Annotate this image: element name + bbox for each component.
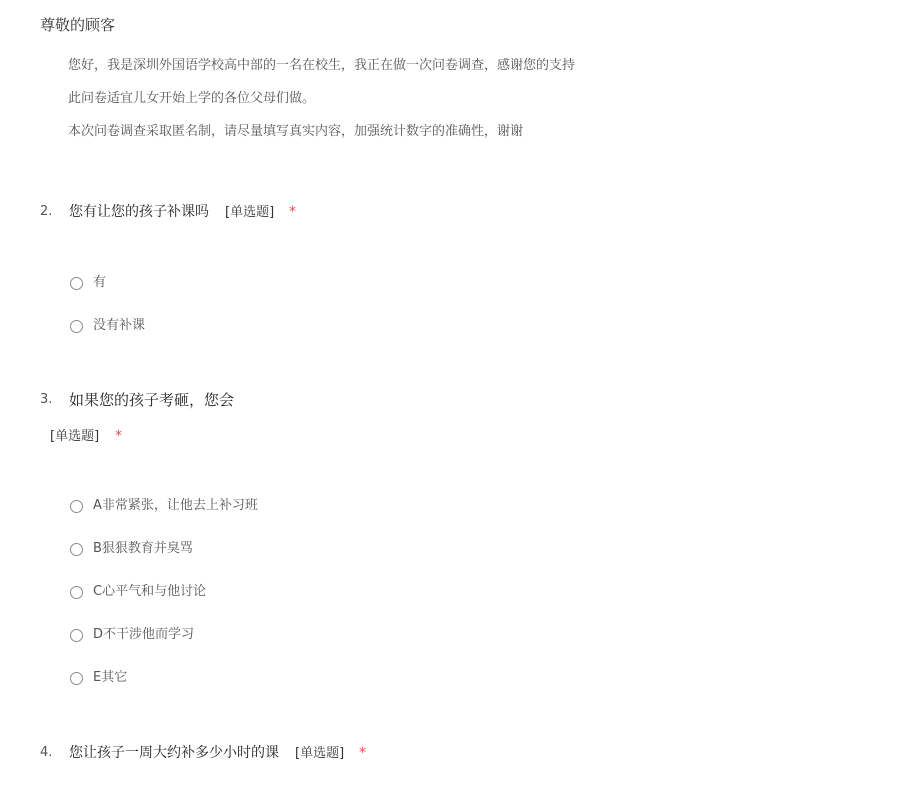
option-label: 有 — [93, 275, 107, 290]
question-2-number: 2. — [40, 204, 53, 219]
radio-button-icon[interactable] — [70, 629, 83, 642]
question-4-number: 4. — [40, 745, 53, 760]
question-3-option-e[interactable] — [70, 669, 127, 687]
intro-line-1: 您好，我是深圳外国语学校高中部的一名在校生，我正在做一次问卷调查，感谢您的支持 — [68, 58, 576, 73]
radio-button-icon[interactable] — [70, 672, 83, 685]
question-3-title: 如果您的孩子考砸，您会 — [69, 391, 235, 409]
question-3-type: [单选题] — [50, 429, 100, 444]
question-3-option-a[interactable] — [70, 497, 258, 515]
greeting-title: 尊敬的顾客 — [40, 16, 116, 34]
radio-button-icon[interactable] — [70, 543, 83, 556]
option-label: A非常紧张，让他去上补习班 — [93, 498, 258, 513]
option-label: 没有补课 — [93, 318, 146, 333]
option-label: E其它 — [93, 670, 128, 685]
question-4-type: [单选题] — [295, 746, 345, 761]
question-3-required-mark: * — [115, 428, 122, 444]
question-3-number: 3. — [40, 392, 53, 407]
intro-line-3: 本次问卷调查采取匿名制，请尽量填写真实内容，加强统计数字的准确性，谢谢 — [68, 124, 524, 139]
question-3-option-d[interactable] — [70, 626, 194, 644]
option-label: D不干涉他而学习 — [93, 627, 195, 642]
question-2-option-2[interactable] — [70, 317, 145, 335]
radio-button-icon[interactable] — [70, 500, 83, 513]
question-4-title: 您让孩子一周大约补多少小时的课 — [69, 745, 279, 761]
intro-line-2: 此问卷适宜儿女开始上学的各位父母们做。 — [68, 91, 316, 106]
radio-button-icon[interactable] — [70, 320, 83, 333]
radio-button-icon[interactable] — [70, 586, 83, 599]
radio-button-icon[interactable] — [70, 277, 83, 290]
question-2-title: 您有让您的孩子补课吗 — [69, 204, 209, 220]
question-3-option-b[interactable] — [70, 540, 193, 558]
question-2-type: [单选题] — [225, 205, 275, 220]
question-4-required-mark: * — [359, 745, 366, 761]
question-3-option-c[interactable] — [70, 583, 206, 601]
question-2-option-1[interactable] — [70, 274, 106, 292]
option-label: B狠狠教育并臭骂 — [93, 541, 193, 556]
option-label: C心平气和与他讨论 — [93, 584, 207, 599]
question-2-required-mark: * — [289, 204, 296, 220]
